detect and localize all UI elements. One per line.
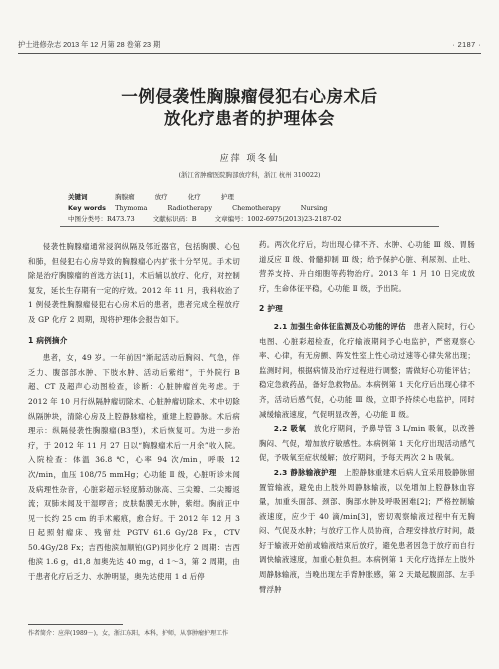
classification-ids (68, 214, 357, 225)
keyword: Thymoma (115, 204, 148, 212)
keyword: 护理 (220, 193, 234, 201)
subsection-2-1 (259, 320, 475, 422)
page-number: · 2187 · (452, 40, 481, 49)
affiliation: (浙江省肿瘤医院胸部放疗科，浙江 杭州 310022) (178, 171, 321, 179)
keyword: Nursing (300, 204, 328, 212)
meta-divider (60, 226, 439, 227)
authors: 应萍 项冬仙 (219, 154, 280, 164)
title-line-1: 一例侵袭性胸腺瘤侵犯右心房术后 (121, 87, 378, 106)
keywords-cn (68, 192, 357, 203)
keywords-cn-label: 关键词 (68, 193, 88, 201)
keywords-en (68, 203, 357, 214)
journal-info: 护士进修杂志 2013 年 12 月第 28 卷第 23 期 (18, 40, 161, 49)
right-column (259, 238, 475, 597)
header-divider (18, 53, 481, 54)
intro-paragraph: 侵袭性胸腺瘤通常浸润纵隔及邻近器官，包括胸膜、心包和肺，但侵犯右心房导致的胸腺瘤心内扩张十分罕见。手术切除是治疗胸腺瘤的首选方法[1]，术后辅以放疗、化疗，对控制复发，延长生存期有一定的疗效。2012 年 11 月，我科收治了 1 例侵袭性胸腺瘤侵犯右心房术后的患者，患者完成全程放疗及 GP 化疗 2 周期，现将护理体会报告如下。 (28, 242, 240, 324)
article-meta (68, 192, 357, 225)
subsection-2-2-text: 放化疗期间，予鼻导管 3 L/min 吸氧，以改善胸闷、气促，增加放疗敏感性。本病例第 1 天化疗出现活动感气促，予吸氧至症状缓解；放疗期间，予每天两次 2 h 吸氧。 (259, 424, 475, 463)
keyword: 放疗 (154, 193, 168, 201)
running-header (18, 40, 481, 52)
title-line-2: 放化疗患者的护理体会 (164, 109, 335, 128)
subsection-2-3 (259, 466, 475, 597)
subsection-2-1-text: 患者入院时，行心电图、心脏彩超检查，化疗输液期间予心电监护，严密观察心率、心律，有无房颤、阵发性室上性心动过速等心律失常出现；监测时间，根据病情及治疗过程进行调整；需做好心功能评估；稳定急救药品，备好急救物品。本病例第 1 天化疗后出现心律不齐，活动后感气促，心功能 Ⅲ 级，立即予持续心电监护，同时减缓输液速度，气促明显改善，心功能 Ⅱ 级。 (259, 321, 475, 419)
author-footnote: 作者简介：应萍(1989－)，女，浙江东阳，本科，护师，从事肿瘤护理工作 (28, 630, 228, 637)
clc-number: 中图分类号：R473.73 (68, 215, 135, 223)
keyword: 化疗 (187, 193, 201, 201)
subsection-2-2-heading: 2.2 吸氧 (273, 424, 307, 434)
keyword: 胸腺瘤 (115, 193, 135, 201)
document-code: 文献标识码：B (152, 215, 197, 223)
article-title (0, 86, 499, 130)
continued-paragraph: 药。两次化疗后，均出现心律不齐、水肿、心功能 Ⅲ 级、胃肠道反应 Ⅱ 级、骨髓抑制 Ⅲ 级；给予保护心脏、利尿剂、止吐、营养支持、升白细胞等药物治疗。2013 年 1 月 10 日完成放疗，生命体征平稳，心功能 Ⅱ 级，予出院。 (259, 240, 475, 293)
section-2-heading: 2 护理 (259, 304, 283, 314)
section-1-heading: 1 病例摘介 (28, 335, 68, 345)
subsection-2-3-heading: 2.3 静脉输液护理 (273, 467, 337, 477)
keyword: Radiotherapy (167, 204, 213, 212)
keyword: Chemotherapy (232, 204, 281, 212)
subsection-2-2 (259, 422, 475, 466)
left-column (28, 240, 240, 585)
subsection-2-1-heading: 2.1 加强生命体征监测及心功能的评估 (273, 321, 406, 331)
keywords-en-label: Key words (68, 204, 107, 212)
footnote-divider (28, 624, 123, 625)
article-number: 文章编号：1002-6975(2013)23-2187-02 (214, 215, 342, 223)
case-paragraph: 患者，女，49 岁。一年前因“渐起活动后胸闷、气急，伴乏力、腹部部水肿、下肢水肿、活动后紫绀”，于外院行 B 超、CT 及超声心动图检查，诊断：心脏肿瘤首先考虑。于 2012 年 10 月行纵隔肿瘤切除术、心脏肿瘤切除术、术中切除纵隔肿块，清除心房及上腔静脉瘤栓，重建上腔静脉。术后病理示：纵隔侵袭性胸腺瘤(B3型)，术后恢复可。为进一步治疗，于 2012 年 11 月 27 日以“胸腺瘤术后一月余”收入院。入院检查：体温 36.8 ℃，心率 94 次/min，呼吸 12 次/min，血压 108/75 mmHg；心功能 Ⅱ 级，心脏听诊未闻及病理性杂音，心脏彩超示轻度肺动脉高、三尖瓣、二尖瓣返流；双肺未闻及干湿啰音；皮肤黏膜无水肿，紫绀。胸前正中见一长约 25 cm 的手术瘢痕，愈合好。于 2012 年 12 月 3 日起照射瘤床、残留灶 PGTV 61.6 Gy/28 Fx，CTV 50.4Gy/28 Fx；吉西他滨加顺铂(GP)同步化疗 2 周期：吉西他滨 1.6 g，d1,8 加奥先达 40 mg，d 1～3，第 2 周期，由于患者化疗后乏力、水肿明显，奥先达使用 1 d 后停 (28, 353, 240, 582)
subsection-2-3-text: 上腔静脉重建术后病人宜采用股静脉留置管输液，避免由上肢外周静脉输液，以免增加上腔静脉血容量，加重头面部、颈部、胸部水肿及呼吸困难[2]；严格控制输液速度，应少于 40 滴/min[3]，密切观察输液过程中有无胸闷、气促及水肿；与放疗工作人员协商，合理安排放疗时间，最好于输液开始前或输液结束后放疗，避免患者因急于放疗而自行调快输液速度，加重心脏负担。本病例第 1 天化疗选择左上肢外周静脉输液，当晚出现左手背肿胀感，第 2 天最起腹面部、左手臂浮肿 (259, 467, 476, 594)
